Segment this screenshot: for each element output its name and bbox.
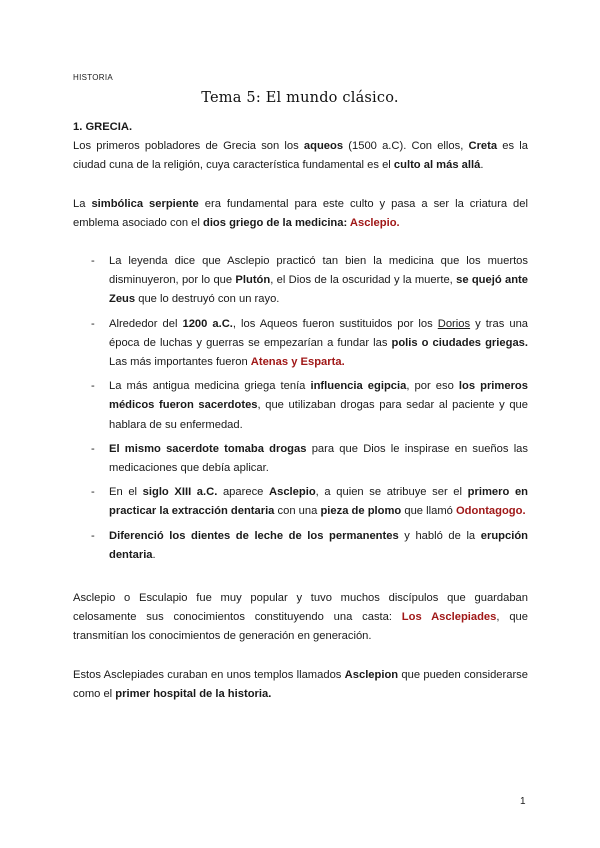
bold-text: polis o ciudades griegas.	[391, 336, 528, 349]
text: Los primeros pobladores de Grecia son los	[73, 140, 304, 153]
text: con una	[274, 505, 321, 518]
bold-text: simbólica serpiente	[91, 197, 199, 210]
text: (1500 a.C). Con ellos,	[343, 140, 469, 153]
bold-text: Diferenció los dientes de leche de los permanentes	[109, 529, 399, 542]
dash-bullet: -	[91, 380, 95, 393]
bold-text: El mismo sacerdote tomaba drogas	[109, 442, 307, 455]
list-item	[73, 252, 528, 310]
dash-bullet: -	[91, 255, 95, 268]
dash-bullet: -	[91, 317, 95, 330]
text: y tras una época de luchas y guerras se empezarían a fundar las	[109, 317, 529, 349]
bold-text: primero en practicar la extracción dentaria	[109, 486, 528, 518]
page-title: Tema 5: El mundo clásico.	[201, 90, 399, 106]
text: La más antigua medicina griega tenía	[109, 380, 311, 393]
text: Las más importantes fueron	[109, 356, 251, 369]
paragraph-3	[73, 589, 528, 647]
underlined-text: Dorios	[437, 317, 471, 330]
document-body	[73, 118, 528, 704]
bold-text: dios griego de la medicina:	[202, 216, 350, 229]
bold-text: aqueos	[303, 140, 344, 153]
section-heading: 1. GRECIA.	[73, 121, 133, 133]
bold-text: primer hospital de la historia.	[115, 687, 272, 700]
list-item	[73, 527, 528, 565]
paragraph-1	[73, 137, 528, 175]
text: que llamó	[401, 505, 456, 518]
text: , a quien se atribuye ser el	[315, 486, 468, 499]
text: Estos Asclepiades curaban en unos templos llamados	[73, 668, 345, 681]
spacer	[73, 176, 528, 195]
bold-text: Asclepio	[269, 486, 316, 499]
spacer	[73, 570, 528, 589]
text: .	[480, 159, 484, 172]
dash-bullet: -	[91, 442, 95, 455]
highlight-red-text: Asclepio.	[349, 216, 400, 229]
list-item	[73, 440, 528, 478]
text: , el Dios de la oscuridad y la muerte,	[270, 274, 457, 287]
text: , que utilizaban drogas para sedar al paciente y que hablara de su enfermedad.	[109, 399, 528, 431]
text: , por eso	[406, 380, 459, 393]
text: , los Aqueos fueron sustituidos por los	[232, 317, 438, 330]
list-item	[73, 315, 528, 373]
bold-text: Asclepion	[344, 668, 399, 681]
text: para que Dios le inspirase en sueños las medicaciones que debía aplicar.	[109, 442, 528, 475]
text: La leyenda dice que Asclepio practicó tan bien la medicina que los muertos disminuyeron, por lo que	[109, 255, 528, 287]
bold-text: Plutón	[235, 274, 271, 287]
dash-bullet: -	[91, 486, 95, 499]
list-item	[73, 377, 528, 435]
paragraph-2	[73, 195, 528, 233]
highlight-red-text: Atenas y Esparta.	[250, 356, 345, 369]
bold-text: pieza de plomo	[320, 505, 402, 518]
text: .	[152, 548, 156, 561]
bold-text: influencia egipcia	[310, 380, 407, 393]
text: La	[73, 197, 92, 210]
text: En el	[109, 486, 143, 499]
highlight-red-text: Odontagogo.	[455, 505, 526, 518]
page-header: HISTORIA	[73, 73, 114, 82]
spacer	[73, 233, 528, 252]
bold-text: culto al más allá	[393, 159, 481, 172]
text: Alrededor del	[109, 317, 183, 330]
dash-bullet: -	[91, 529, 95, 542]
bold-text: siglo XIII a.C.	[142, 486, 218, 499]
bold-text: se quejó ante Zeus	[109, 274, 528, 306]
text: es la ciudad cuna de la religión, cuya característica fundamental es el	[73, 140, 528, 172]
list-item	[73, 483, 528, 521]
text: era fundamental para este culto y pasa a ser la criatura del emblema asociado con el	[73, 197, 528, 229]
bold-text: Creta	[468, 140, 498, 153]
page-number: 1	[520, 796, 526, 807]
paragraph-4	[73, 666, 528, 704]
bullet-list	[73, 252, 528, 565]
text: , que transmitían los conocimientos de generación en generación.	[73, 611, 528, 643]
bold-text: 1200 a.C.	[182, 317, 233, 330]
highlight-red-text: Los Asclepiades	[401, 611, 497, 624]
text: que pueden considerarse como el	[73, 668, 529, 700]
bold-text: los primeros médicos fueron sacerdotes	[109, 380, 528, 412]
text: que lo destruyó con un rayo.	[135, 293, 280, 306]
text: aparece	[217, 486, 270, 499]
spacer	[73, 647, 528, 666]
text: Asclepio o Esculapio fue muy popular y tuvo muchos discípulos que guardaban celosamente sus conocimientos constituyendo una casta:	[73, 592, 528, 624]
text: y habló de la	[398, 529, 481, 542]
bold-text: erupción dentaria	[109, 529, 528, 561]
